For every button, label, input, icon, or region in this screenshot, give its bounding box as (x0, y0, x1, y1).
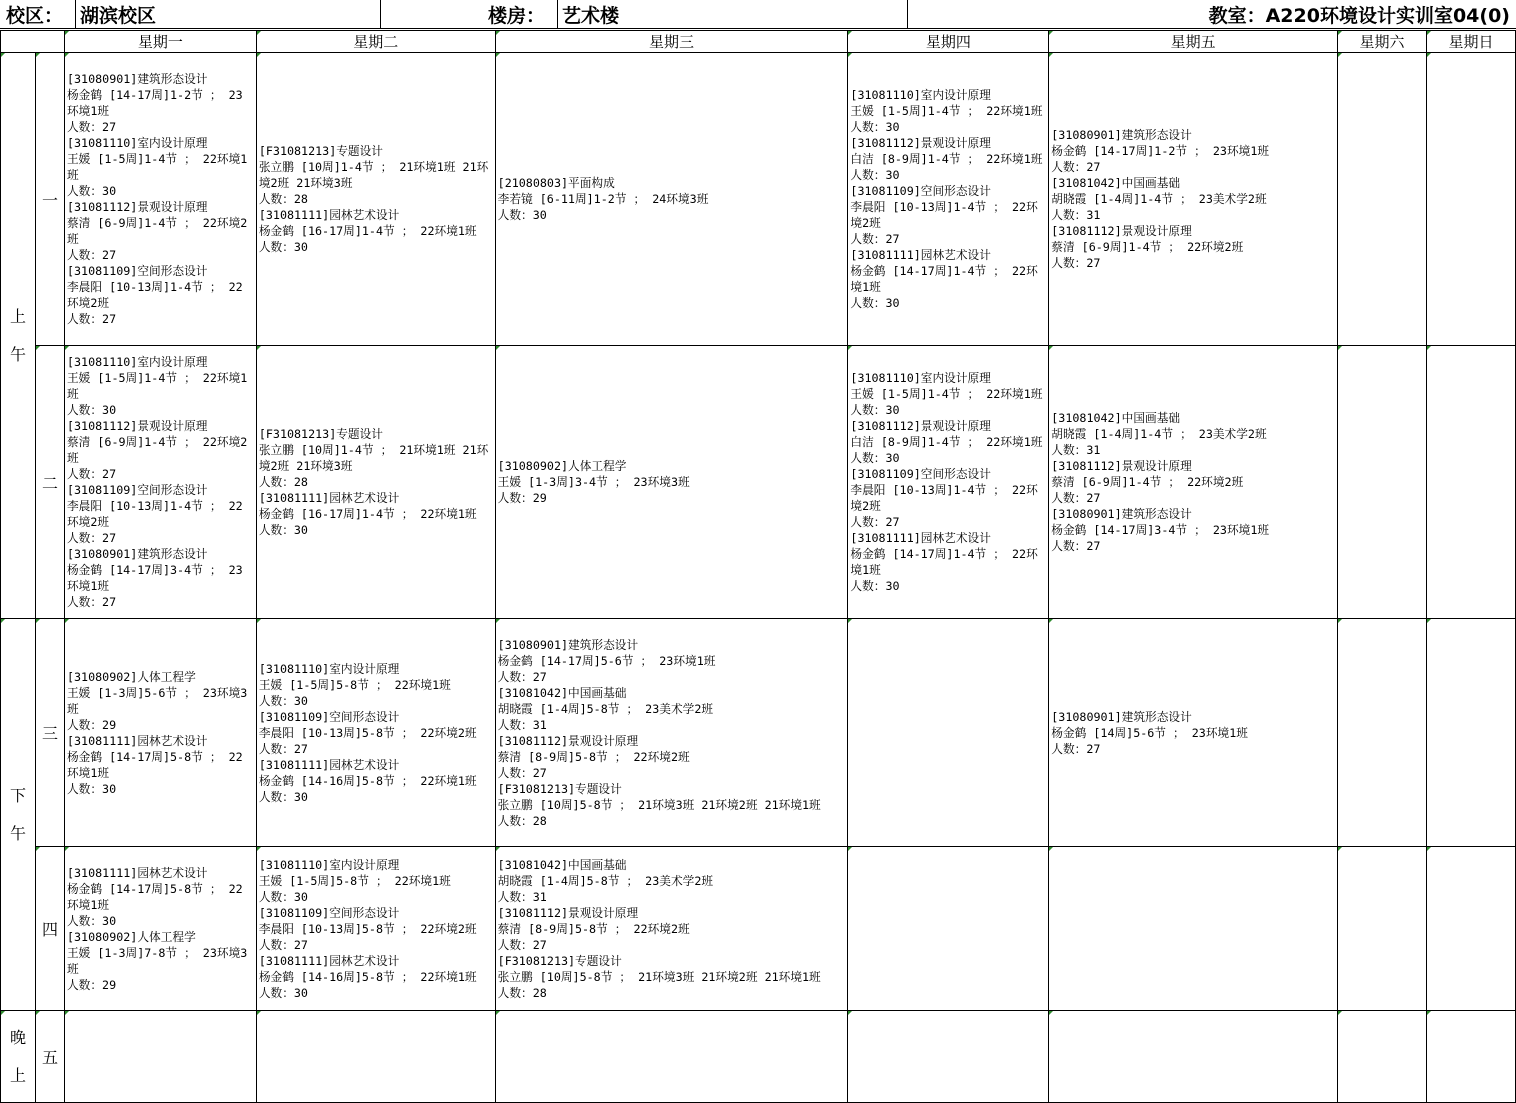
course-count: 人数：30 (850, 403, 900, 417)
schedule-cell (1049, 53, 1338, 346)
day-header-3: 星期三 (495, 31, 848, 53)
course-detail: 杨金鹤 [14-17周]5-8节 ； 22环境1班 (66, 881, 243, 912)
header-bar (0, 0, 1516, 30)
course-count: 人数：30 (258, 523, 308, 537)
period-label: 四 (35, 847, 64, 1011)
course-count: 人数：27 (1051, 160, 1101, 174)
course-entry (498, 953, 846, 1001)
course-code: [31080902]人体工程学 (66, 669, 196, 684)
course-code: [31081109]空间形态设计 (258, 709, 400, 724)
course-count: 人数：27 (258, 937, 308, 952)
course-detail: 王媛 [1-5周]1-4节 ； 22环境1班 (850, 104, 1043, 118)
course-entry (850, 418, 1046, 466)
course-entry (259, 207, 493, 255)
course-code: [31081111]园林艺术设计 (258, 208, 400, 222)
half-day-char: 晚 (9, 1027, 26, 1047)
course-count: 人数：27 (66, 120, 117, 134)
course-detail: 张立鹏 [10周]5-8节 ； 21环境3班 21环境2班 21环境1班 (497, 969, 821, 984)
schedule-cell (495, 619, 848, 847)
course-detail: 杨金鹤 [14-17周]1-4节 ； 22环境1班 (850, 264, 1038, 294)
course-count: 人数：27 (1051, 539, 1101, 553)
course-entry (498, 781, 846, 829)
half-day-char: 上 (9, 1065, 26, 1085)
course-entry (1051, 175, 1335, 223)
course-detail: 杨金鹤 [14-17周]3-4节 ； 23环境1班 (1051, 523, 1270, 537)
schedule-cell (64, 346, 256, 619)
course-detail: 蔡清 [6-9周]1-4节 ； 22环境2班 (1051, 240, 1244, 254)
day-header-2: 星期二 (256, 31, 495, 53)
course-count: 人数：30 (258, 240, 308, 254)
course-count: 人数：27 (66, 595, 117, 609)
course-detail: 李晨阳 [10-13周]5-8节 ； 22环境2班 (258, 725, 477, 740)
course-entry (67, 71, 254, 135)
campus-label: 校区： (0, 0, 76, 29)
course-count: 人数：28 (497, 813, 547, 828)
course-entry (1051, 127, 1335, 175)
course-count: 人数：27 (497, 937, 547, 952)
course-code: [31081112]景观设计原理 (66, 419, 208, 433)
campus-value: 湖滨校区 (76, 0, 381, 29)
course-count: 人数：30 (258, 985, 308, 1000)
course-code: [31081112]景观设计原理 (1051, 459, 1192, 473)
course-detail: 王媛 [1-5周]1-4节 ； 22环境1班 (850, 387, 1043, 401)
course-detail: 杨金鹤 [14周]5-6节 ； 23环境1班 (1051, 725, 1248, 740)
course-code: [31081109]空间形态设计 (850, 184, 991, 198)
course-code: [31081109]空间形态设计 (66, 483, 208, 497)
course-code: [31081042]中国画基础 (497, 685, 627, 700)
schedule-cell (256, 847, 495, 1011)
course-count: 人数：30 (66, 184, 117, 198)
schedule-cell (1049, 619, 1338, 847)
course-count: 人数：31 (497, 717, 547, 732)
course-code: [31081111]园林艺术设计 (66, 865, 208, 880)
schedule-cell (1049, 346, 1338, 619)
schedule-cell (1338, 1011, 1427, 1103)
course-entry (259, 661, 493, 709)
course-detail: 杨金鹤 [14-17周]5-6节 ； 23环境1班 (497, 653, 716, 668)
course-entry (498, 685, 846, 733)
course-count: 人数：31 (1051, 443, 1101, 457)
course-detail: 王媛 [1-5周]1-4节 ； 22环境1班 (66, 371, 248, 401)
course-count: 人数：27 (258, 741, 308, 756)
course-code: [31081111]园林艺术设计 (66, 733, 208, 748)
course-entry (67, 418, 254, 482)
course-detail: 杨金鹤 [14-17周]1-2节 ； 23环境1班 (66, 88, 243, 118)
course-code: [31081110]室内设计原理 (850, 371, 991, 385)
period-row (1, 346, 1516, 619)
course-detail: 王媛 [1-5周]5-8节 ； 22环境1班 (258, 873, 451, 888)
period-row (1, 1011, 1516, 1103)
course-code: [31081112]景观设计原理 (1051, 224, 1192, 238)
course-entry (67, 733, 254, 797)
course-code: [31081111]园林艺术设计 (258, 491, 400, 505)
course-entry (850, 530, 1046, 594)
schedule-cell (848, 53, 1049, 346)
course-detail: 李晨阳 [10-13周]1-4节 ； 22环境2班 (66, 280, 243, 310)
schedule-cell (1338, 619, 1427, 847)
schedule-cell (64, 1011, 256, 1103)
course-count: 人数：27 (850, 515, 900, 529)
schedule-cell (1427, 53, 1516, 346)
half-day-char: 上 (9, 306, 26, 326)
course-code: [31081112]景观设计原理 (497, 905, 639, 920)
course-entry (1051, 410, 1335, 458)
schedule-cell (848, 1011, 1049, 1103)
course-code: [31081110]室内设计原理 (850, 88, 991, 102)
schedule-cell (1427, 847, 1516, 1011)
course-entry (1051, 458, 1335, 506)
course-code: [31081110]室内设计原理 (66, 355, 208, 369)
course-code: [F31081213]专题设计 (497, 953, 622, 968)
course-detail: 杨金鹤 [14-17周]5-8节 ； 22环境1班 (66, 749, 243, 780)
schedule-cell (848, 619, 1049, 847)
classroom-value: A220环境设计实训室04(0) (1265, 4, 1510, 27)
course-entry (259, 905, 493, 953)
course-entry (67, 546, 254, 610)
course-detail: 杨金鹤 [14-17周]3-4节 ； 23环境1班 (66, 563, 243, 593)
course-entry (67, 354, 254, 418)
course-code: [31081111]园林艺术设计 (850, 248, 991, 262)
course-entry (1051, 709, 1335, 757)
course-entry (259, 709, 493, 757)
half-day-label (1, 53, 36, 619)
course-detail: 蔡清 [8-9周]5-8节 ； 22环境2班 (497, 921, 690, 936)
course-code: [31080902]人体工程学 (497, 459, 627, 473)
course-count: 人数：30 (258, 889, 308, 904)
schedule-cell (1427, 619, 1516, 847)
course-count: 人数：27 (66, 467, 117, 481)
course-count: 人数：27 (66, 312, 117, 326)
course-count: 人数：30 (850, 168, 900, 182)
course-code: [31080901]建筑形态设计 (1051, 709, 1192, 724)
course-detail: 杨金鹤 [16-17周]1-4节 ； 22环境1班 (258, 224, 477, 238)
course-count: 人数：29 (66, 717, 117, 732)
course-code: [31081109]空间形态设计 (258, 905, 400, 920)
course-code: [F31081213]专题设计 (258, 427, 383, 441)
schedule-cell (64, 619, 256, 847)
period-row (1, 619, 1516, 847)
course-entry (259, 426, 493, 490)
course-entry (498, 905, 846, 953)
course-detail: 李晨阳 [10-13周]1-4节 ； 22环境2班 (850, 200, 1038, 230)
schedule-cell (848, 346, 1049, 619)
course-detail: 胡晓霞 [1-4周]1-4节 ； 23美术学2班 (1051, 427, 1267, 441)
schedule-cell (495, 53, 848, 346)
course-count: 人数：30 (850, 296, 900, 310)
course-detail: 胡晓霞 [1-4周]1-4节 ； 23美术学2班 (1051, 192, 1267, 206)
schedule-cell (1338, 346, 1427, 619)
schedule-cell (1338, 53, 1427, 346)
course-count: 人数：30 (258, 693, 308, 708)
schedule-cell (848, 847, 1049, 1011)
course-entry (1051, 223, 1335, 271)
course-code: [31081042]中国画基础 (497, 857, 627, 872)
course-entry (259, 857, 493, 905)
course-detail: 王媛 [1-5周]5-8节 ； 22环境1班 (258, 677, 451, 692)
course-count: 人数：30 (850, 451, 900, 465)
course-entry (850, 87, 1046, 135)
course-detail: 王媛 [1-3周]7-8节 ； 23环境3班 (66, 945, 248, 976)
course-detail: 白洁 [8-9周]1-4节 ； 22环境1班 (850, 435, 1043, 449)
course-detail: 王媛 [1-3周]3-4节 ； 23环境3班 (497, 475, 690, 489)
course-count: 人数：27 (66, 531, 117, 545)
timetable (0, 30, 1516, 1103)
course-code: [31081111]园林艺术设计 (258, 953, 400, 968)
course-entry (850, 247, 1046, 311)
course-detail: 白洁 [8-9周]1-4节 ； 22环境1班 (850, 152, 1043, 166)
course-entry (67, 263, 254, 327)
course-detail: 王媛 [1-3周]5-6节 ； 23环境3班 (66, 685, 248, 716)
period-row (1, 53, 1516, 346)
course-detail: 张立鹏 [10周]1-4节 ； 21环境1班 21环境2班 21环境3班 (258, 160, 489, 190)
course-code: [31080901]建筑形态设计 (1051, 507, 1192, 521)
course-count: 人数：30 (850, 579, 900, 593)
schedule-cell (64, 53, 256, 346)
course-detail: 蔡清 [6-9周]1-4节 ； 22环境2班 (66, 216, 248, 246)
course-entry (259, 143, 493, 207)
course-code: [21080803]平面构成 (497, 176, 615, 190)
half-day-char: 午 (9, 823, 26, 843)
course-entry (850, 183, 1046, 247)
course-code: [31081110]室内设计原理 (258, 661, 400, 676)
course-detail: 杨金鹤 [14-17周]1-2节 ； 23环境1班 (1051, 144, 1270, 158)
course-count: 人数：28 (258, 192, 308, 206)
course-count: 人数：31 (1051, 208, 1101, 222)
course-detail: 张立鹏 [10周]5-8节 ； 21环境3班 21环境2班 21环境1班 (497, 797, 821, 812)
schedule-cell (64, 847, 256, 1011)
day-header-1: 星期一 (64, 31, 256, 53)
day-header-6: 星期六 (1338, 31, 1427, 53)
course-detail: 胡晓霞 [1-4周]5-8节 ； 23美术学2班 (497, 701, 714, 716)
course-detail: 蔡清 [8-9周]5-8节 ； 22环境2班 (497, 749, 690, 764)
course-code: [31080901]建筑形态设计 (66, 72, 208, 86)
course-detail: 李晨阳 [10-13周]1-4节 ； 22环境2班 (850, 483, 1038, 513)
half-day-label (1, 1011, 36, 1103)
course-count: 人数：30 (258, 789, 308, 804)
course-entry (67, 135, 254, 199)
period-label: 五 (35, 1011, 64, 1103)
course-code: [31081042]中国画基础 (1051, 176, 1181, 190)
half-day-label (1, 619, 36, 1011)
course-detail: 杨金鹤 [14-16周]5-8节 ； 22环境1班 (258, 969, 477, 984)
course-count: 人数：30 (66, 403, 117, 417)
course-entry (1051, 506, 1335, 554)
corner-cell (1, 31, 65, 53)
course-entry (259, 757, 493, 805)
course-code: [31080902]人体工程学 (66, 929, 196, 944)
course-code: [31081112]景观设计原理 (497, 733, 639, 748)
course-code: [31080901]建筑形态设计 (1051, 128, 1192, 142)
half-day-char: 下 (9, 785, 26, 805)
course-detail: 杨金鹤 [14-17周]1-4节 ； 22环境1班 (850, 547, 1038, 577)
course-entry (850, 466, 1046, 530)
day-header-row (1, 31, 1516, 53)
course-detail: 王媛 [1-5周]1-4节 ； 22环境1班 (66, 152, 248, 182)
course-detail: 杨金鹤 [14-16周]5-8节 ； 22环境1班 (258, 773, 477, 788)
day-header-4: 星期四 (848, 31, 1049, 53)
course-code: [31081042]中国画基础 (1051, 411, 1181, 425)
course-count: 人数：31 (497, 889, 547, 904)
classroom-heading (908, 0, 1516, 29)
course-entry (67, 929, 254, 993)
course-count: 人数：29 (497, 491, 547, 505)
course-detail: 李晨阳 [10-13周]5-8节 ； 22环境2班 (258, 921, 477, 936)
classroom-label: 教室： (1208, 4, 1266, 27)
course-entry (498, 175, 846, 223)
period-label: 一 (35, 53, 64, 346)
period-label: 三 (35, 619, 64, 847)
course-entry (67, 865, 254, 929)
course-entry (850, 135, 1046, 183)
course-detail: 杨金鹤 [16-17周]1-4节 ； 22环境1班 (258, 507, 477, 521)
schedule-cell (1049, 847, 1338, 1011)
course-code: [31081110]室内设计原理 (66, 136, 208, 150)
course-detail: 蔡清 [6-9周]1-4节 ； 22环境2班 (66, 435, 248, 465)
course-entry (259, 953, 493, 1001)
day-header-7: 星期日 (1427, 31, 1516, 53)
period-row (1, 847, 1516, 1011)
schedule-cell (1427, 346, 1516, 619)
course-count: 人数：27 (497, 765, 547, 780)
building-label: 楼房： (381, 0, 558, 29)
course-code: [31081111]园林艺术设计 (850, 531, 991, 545)
course-count: 人数：28 (258, 475, 308, 489)
course-detail: 张立鹏 [10周]1-4节 ； 21环境1班 21环境2班 21环境3班 (258, 443, 489, 473)
course-detail: 胡晓霞 [1-4周]5-8节 ； 23美术学2班 (497, 873, 714, 888)
schedule-cell (1427, 1011, 1516, 1103)
schedule-cell (256, 346, 495, 619)
course-entry (850, 370, 1046, 418)
day-header-5: 星期五 (1049, 31, 1338, 53)
course-detail: 李若镜 [6-11周]1-2节 ； 24环境3班 (497, 192, 709, 206)
course-code: [31081112]景观设计原理 (66, 200, 208, 214)
schedule-cell (1049, 1011, 1338, 1103)
course-count: 人数：27 (1051, 491, 1101, 505)
course-entry (498, 458, 846, 506)
course-count: 人数：28 (497, 985, 547, 1000)
course-code: [31081112]景观设计原理 (850, 136, 991, 150)
course-code: [31081110]室内设计原理 (258, 857, 400, 872)
half-day-char: 午 (9, 344, 26, 364)
course-detail: 李晨阳 [10-13周]1-4节 ； 22环境2班 (66, 499, 243, 529)
course-code: [F31081213]专题设计 (497, 781, 622, 796)
schedule-cell (495, 346, 848, 619)
schedule-cell (1338, 847, 1427, 1011)
course-entry (498, 857, 846, 905)
schedule-cell (256, 1011, 495, 1103)
course-entry (498, 637, 846, 685)
course-code: [31080901]建筑形态设计 (497, 637, 639, 652)
schedule-cell (495, 1011, 848, 1103)
timetable-table (0, 30, 1516, 1103)
period-label: 二 (35, 346, 64, 619)
course-code: [31081112]景观设计原理 (850, 419, 991, 433)
course-entry (498, 733, 846, 781)
schedule-cell (256, 619, 495, 847)
course-count: 人数：30 (66, 913, 117, 928)
course-code: [F31081213]专题设计 (258, 144, 383, 158)
course-detail: 蔡清 [6-9周]1-4节 ； 22环境2班 (1051, 475, 1244, 489)
course-code: [31081109]空间形态设计 (850, 467, 991, 481)
course-entry (67, 669, 254, 733)
course-entry (67, 199, 254, 263)
course-entry (259, 490, 493, 538)
course-code: [31081111]园林艺术设计 (258, 757, 400, 772)
course-code: [31081109]空间形态设计 (66, 264, 208, 278)
course-count: 人数：27 (497, 669, 547, 684)
course-count: 人数：27 (850, 232, 900, 246)
course-count: 人数：30 (850, 120, 900, 134)
course-code: [31080901]建筑形态设计 (66, 547, 208, 561)
course-count: 人数：29 (66, 977, 117, 992)
course-count: 人数：27 (1051, 256, 1101, 270)
course-count: 人数：27 (66, 248, 117, 262)
schedule-cell (256, 53, 495, 346)
course-count: 人数：30 (66, 781, 117, 796)
schedule-cell (495, 847, 848, 1011)
building-value: 艺术楼 (558, 0, 908, 29)
course-count: 人数：27 (1051, 741, 1101, 756)
course-entry (67, 482, 254, 546)
course-count: 人数：30 (497, 208, 547, 222)
